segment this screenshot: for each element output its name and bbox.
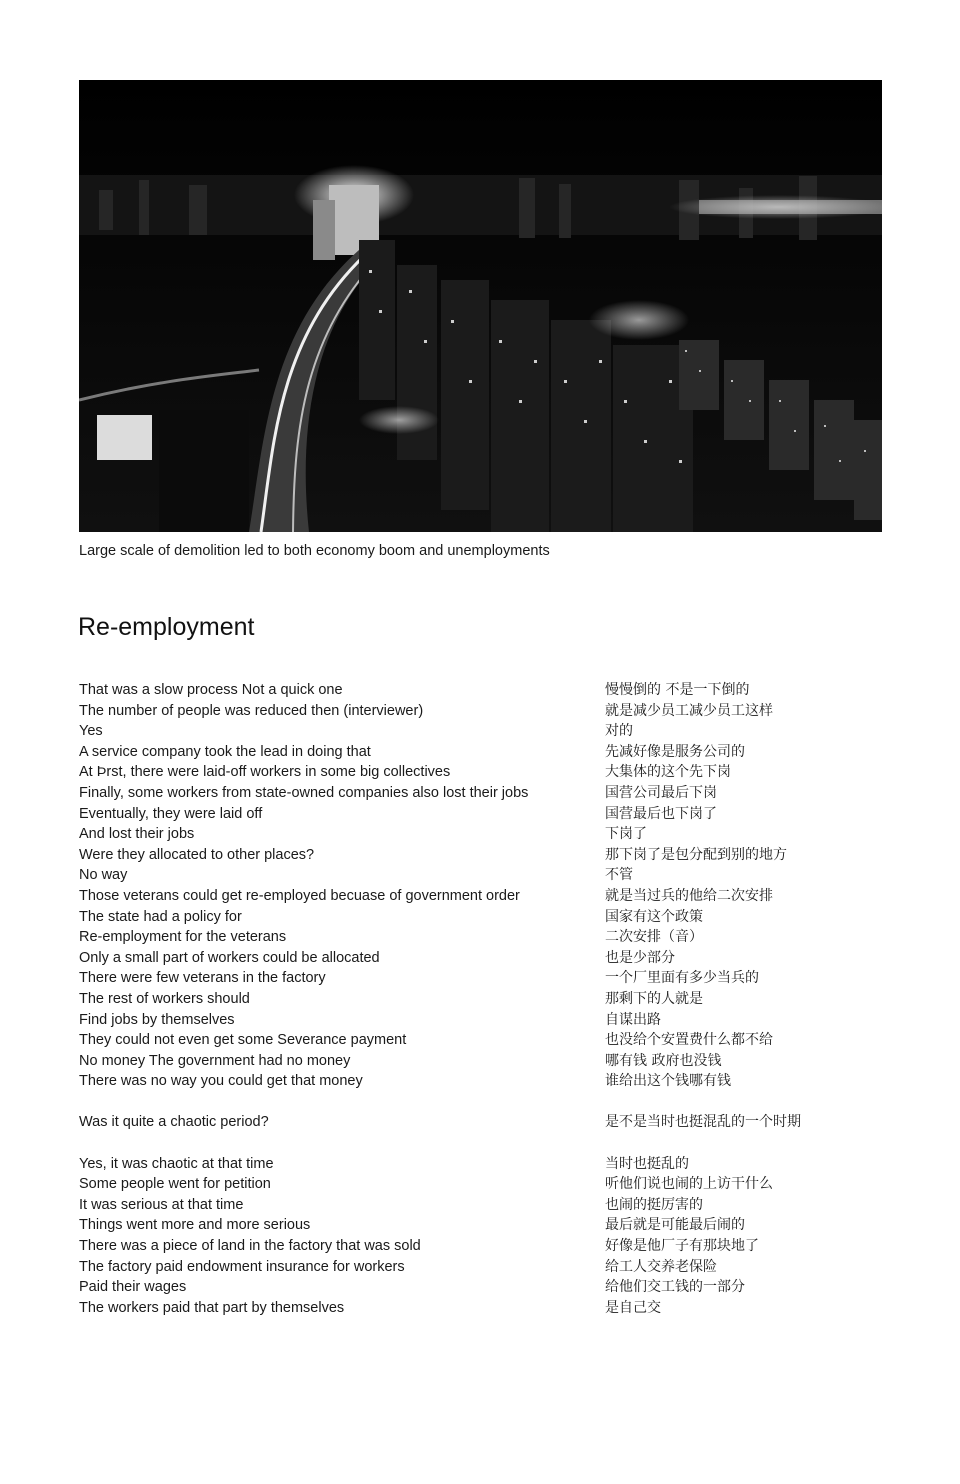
- transcript-row: [79, 680, 899, 701]
- transcript-row: [79, 701, 899, 722]
- english-line: Only a small part of workers could be allocated: [79, 949, 380, 966]
- transcript-row: [79, 1154, 899, 1175]
- transcript-row: [79, 804, 899, 825]
- english-line: The workers paid that part by themselves: [79, 1299, 345, 1316]
- transcript-row: [79, 824, 899, 845]
- english-line: Some people went for petition: [79, 1176, 271, 1193]
- english-line: Find jobs by themselves: [79, 1011, 235, 1028]
- english-line: Paid their wages: [79, 1279, 187, 1296]
- english-line: Was it quite a chaotic period?: [79, 1114, 269, 1131]
- night-city-photo: [79, 80, 882, 532]
- chinese-line: 二次安排（音）: [605, 929, 703, 946]
- english-line: Were they allocated to other places?: [79, 846, 315, 863]
- transcript-row: [79, 1257, 899, 1278]
- english-line: The factory paid endowment insurance for workers: [79, 1258, 405, 1275]
- transcript-row: [79, 1215, 899, 1236]
- english-line: No money The government had no money: [79, 1052, 351, 1069]
- transcript-row: [79, 721, 899, 742]
- chinese-line: 不管: [605, 867, 633, 884]
- english-line: At Þrst, there were laid-off workers in some big collectives: [79, 764, 451, 781]
- english-line: There was no way you could get that money: [79, 1073, 363, 1090]
- english-line: Finally, some workers from state-owned companies also lost their jobs: [79, 784, 529, 801]
- transcript-row: [79, 1298, 899, 1319]
- paragraph-gap: [79, 1092, 899, 1113]
- chinese-line: 对的: [605, 723, 633, 740]
- chinese-line: 那下岗了是包分配到别的地方: [605, 846, 787, 863]
- transcript-row: [79, 1174, 899, 1195]
- chinese-line: 也是少部分: [605, 949, 675, 966]
- chinese-line: 那剩下的人就是: [605, 990, 703, 1007]
- transcript-row: [79, 989, 899, 1010]
- night-city-icon: [79, 80, 882, 532]
- transcript-row: [79, 1195, 899, 1216]
- transcript: [79, 680, 899, 1318]
- chinese-line: 也闹的挺厉害的: [605, 1196, 703, 1213]
- english-line: That was a slow process Not a quick one: [79, 682, 343, 698]
- chinese-line: 给工人交养老保险: [605, 1258, 717, 1275]
- chinese-line: 国营最后也下岗了: [605, 805, 717, 822]
- chinese-line: 慢慢倒的 不是一下倒的: [605, 682, 750, 698]
- chinese-line: 就是减少员工减少员工这样: [605, 702, 773, 719]
- chinese-line: 国营公司最后下岗: [605, 784, 717, 801]
- chinese-line: 哪有钱 政府也没钱: [605, 1052, 722, 1069]
- transcript-row: [79, 968, 899, 989]
- chinese-line: 是不是当时也挺混乱的一个时期: [605, 1114, 801, 1131]
- transcript-row: [79, 1236, 899, 1257]
- transcript-row: [79, 762, 899, 783]
- transcript-row: [79, 927, 899, 948]
- english-line: Yes: [79, 723, 103, 740]
- english-line: Eventually, they were laid off: [79, 805, 263, 822]
- english-line: Those veterans could get re-employed becuase of government order: [79, 887, 520, 904]
- section-title: Re-employment: [78, 613, 255, 641]
- transcript-row: [79, 1030, 899, 1051]
- chinese-line: 是自己交: [605, 1299, 661, 1316]
- transcript-row: [79, 783, 899, 804]
- chinese-line: 先减好像是服务公司的: [605, 743, 745, 760]
- chinese-line: 谁给出这个钱哪有钱: [605, 1073, 731, 1090]
- paragraph-gap: [79, 1133, 899, 1154]
- chinese-line: 当时也挺乱的: [605, 1155, 689, 1172]
- english-line: The number of people was reduced then (interviewer): [79, 702, 424, 719]
- english-line: Things went more and more serious: [79, 1217, 311, 1234]
- chinese-line: 就是当过兵的他给二次安排: [605, 887, 773, 904]
- english-line: The rest of workers should: [79, 990, 250, 1007]
- chinese-line: 下岗了: [605, 826, 647, 843]
- transcript-row: [79, 865, 899, 886]
- transcript-row: [79, 1010, 899, 1031]
- transcript-row: [79, 948, 899, 969]
- english-line: Re-employment for the veterans: [79, 929, 287, 946]
- transcript-row: [79, 742, 899, 763]
- english-line: There was a piece of land in the factory that was sold: [79, 1238, 421, 1255]
- english-line: There were few veterans in the factory: [79, 970, 326, 987]
- english-line: No way: [79, 867, 128, 884]
- chinese-line: 也没给个安置费什么都不给: [605, 1032, 773, 1049]
- english-line: It was serious at that time: [79, 1196, 244, 1213]
- english-line: A service company took the lead in doing that: [79, 743, 371, 760]
- english-line: Yes, it was chaotic at that time: [79, 1155, 274, 1172]
- chinese-line: 最后就是可能最后闹的: [605, 1217, 745, 1234]
- chinese-line: 一个厂里面有多少当兵的: [605, 970, 759, 987]
- chinese-line: 好像是他厂子有那块地了: [605, 1238, 759, 1255]
- english-line: And lost their jobs: [79, 826, 195, 843]
- chinese-line: 自谋出路: [605, 1011, 661, 1028]
- transcript-row: [79, 907, 899, 928]
- chinese-line: 大集体的这个先下岗: [605, 764, 731, 781]
- transcript-row: [79, 1112, 899, 1133]
- chinese-line: 给他们交工钱的一部分: [605, 1279, 745, 1296]
- english-line: They could not even get some Severance payment: [79, 1032, 407, 1049]
- transcript-row: [79, 1071, 899, 1092]
- english-line: The state had a policy for: [79, 908, 242, 925]
- transcript-row: [79, 886, 899, 907]
- transcript-row: [79, 1051, 899, 1072]
- transcript-row: [79, 1277, 899, 1298]
- transcript-row: [79, 845, 899, 866]
- photo-caption: Large scale of demolition led to both economy boom and unemployments: [79, 543, 550, 559]
- chinese-line: 国家有这个政策: [605, 908, 703, 925]
- chinese-line: 听他们说也闹的上访干什么: [605, 1176, 773, 1193]
